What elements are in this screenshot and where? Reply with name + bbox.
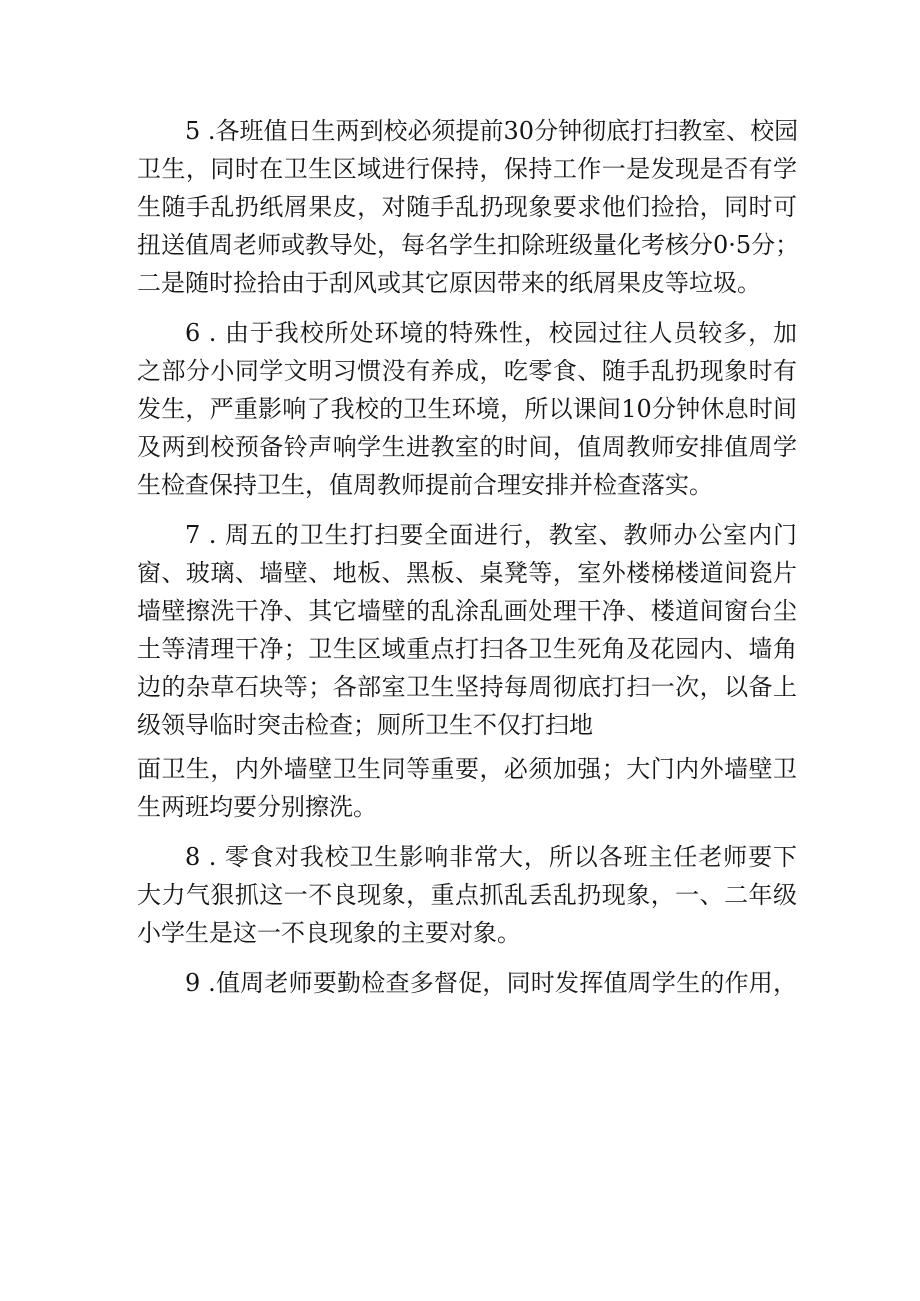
paragraph-line: 7 . 周五的卫生打扫要全面进行，教室、教师办公室内门 (185, 521, 797, 549)
paragraph-line: 8 . 零食对我校卫生影响非常大，所以各班主任老师要下 (185, 843, 797, 871)
paragraph-item-8 (137, 838, 797, 952)
paragraph-item-6 (137, 314, 797, 504)
paragraph-line: 大力气狠抓这一不良现象，重点抓乱丢乱扔现象，一、二年级 (137, 881, 797, 909)
paragraph-line: 9 .值周老师要勤检查多督促，同时发挥值周学生的作用， (185, 969, 797, 997)
body-text (137, 112, 800, 1002)
paragraph-item-9 (137, 964, 797, 1002)
paragraph-line: 生随手乱扔纸屑果皮，对随手乱扔现象要求他们捡拾，同时可 (137, 193, 797, 221)
paragraph-item-7 (137, 516, 797, 826)
paragraph-line: 边的杂草石块等；各部室卫生坚持每周彻底打扫一次，以备上 (137, 673, 797, 701)
paragraph-line: 5 .各班值日生两到校必须提前30分钟彻底打扫教室、校园 (185, 117, 799, 145)
paragraph-line: 卫生，同时在卫生区域进行保持，保持工作一是发现是否有学 (137, 155, 797, 183)
paragraph-line: 之部分小同学文明习惯没有养成，吃零食、随手乱扔现象时有 (137, 357, 797, 385)
paragraph-line: 发生，严重影响了我校的卫生环境，所以课间10分钟休息时间 (137, 395, 797, 423)
paragraph-line: 土等清理干净；卫生区域重点打扫各卫生死角及花园内、墙角 (137, 635, 797, 663)
paragraph-line: 窗、玻璃、墙壁、地板、黑板、桌凳等，室外楼梯楼道间瓷片 (137, 559, 797, 587)
paragraph-line: 墙壁擦洗干净、其它墙壁的乱涂乱画处理干净、楼道间窗台尘 (137, 597, 797, 625)
paragraph-line: 面卫生，内外墙壁卫生同等重要，必须加强；大门内外墙壁卫 (137, 755, 797, 783)
paragraph-line: 小学生是这一不良现象的主要对象。 (137, 919, 521, 947)
paragraph-line: 及两到校预备铃声响学生进教室的时间，值周教师安排值周学 (137, 433, 797, 461)
paragraph-line: 6 . 由于我校所处环境的特殊性，校园过往人员较多，加 (185, 319, 797, 347)
paragraph-item-5 (137, 112, 800, 302)
paragraph-line: 生检查保持卫生，值周教师提前合理安排并检查落实。 (137, 471, 713, 499)
paragraph-line: 二是随时捡拾由于刮风或其它原因带来的纸屑果皮等垃圾。 (137, 269, 761, 297)
paragraph-line: 生两班均要分别擦洗。 (137, 793, 377, 821)
paragraph-line: 级领导临时突击检查；厕所卫生不仅打扫地 (137, 711, 593, 739)
paragraph-line: 扭送值周老师或教导处，每名学生扣除班级量化考核分0·5分； (137, 231, 800, 259)
